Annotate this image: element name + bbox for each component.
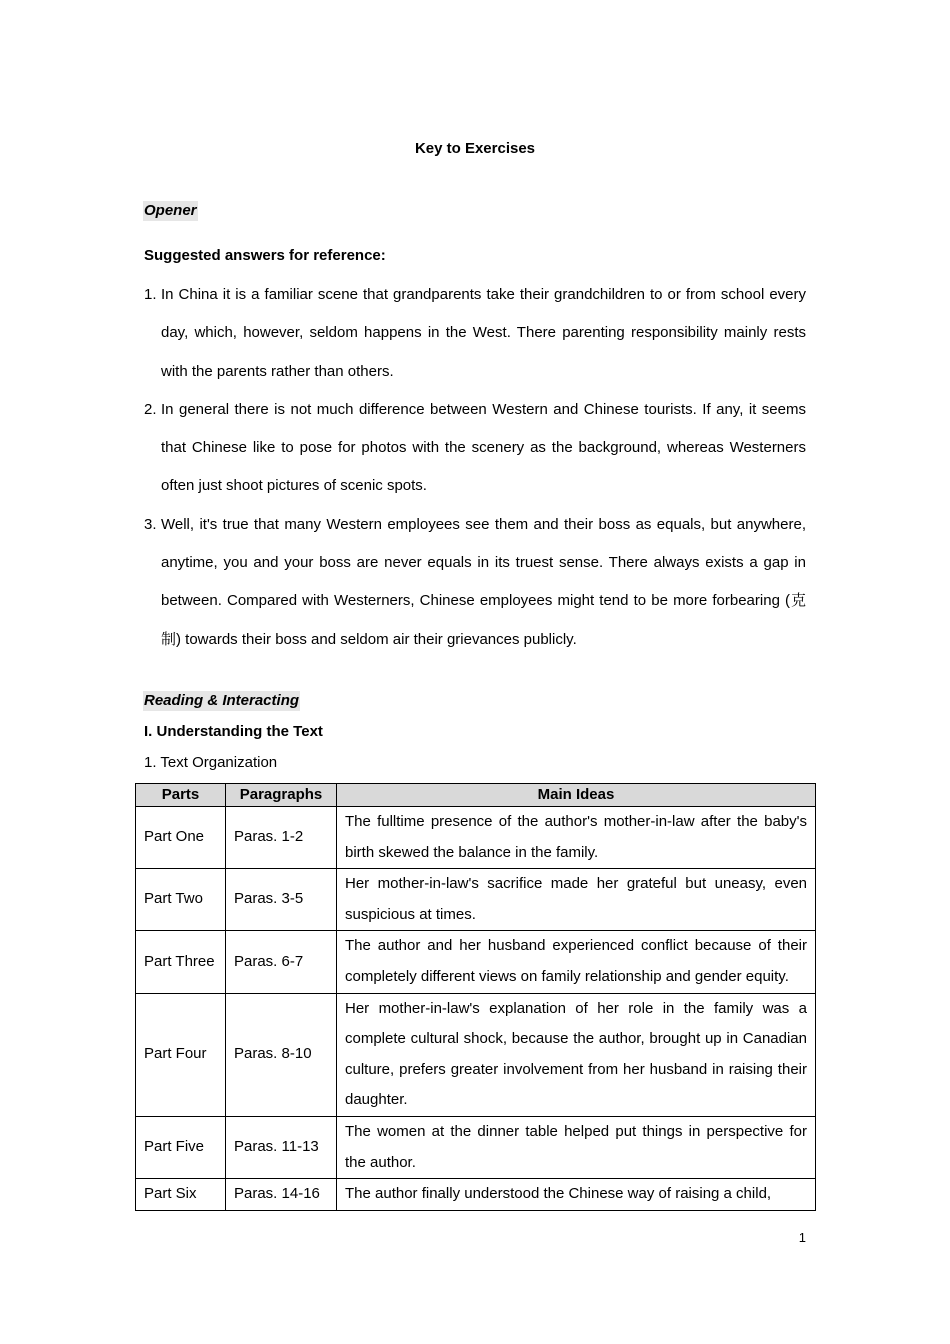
answer-text: Well, it's true that many Western employees see them and their boss as equals, but anywhere, anytime, you and your boss are never equals in its truest sense. There always exists a gap in between. Compared with Westerners, Chinese employees might tend to be more forbearing (克制) towards their boss and seldom air their grievances publicly. [161,515,806,648]
header-parts: Parts [136,784,226,807]
suggested-answers-heading: Suggested answers for reference: [144,247,386,264]
cell-paragraphs: Paras. 1-2 [226,807,337,869]
answer-text: In general there is not much difference between Western and Chinese tourists. If any, it seems that Chinese like to pose for photos with the scenery as the background, whereas Westerners often just shoot pictures of scenic spots. [161,400,806,495]
cell-main-idea: Her mother-in-law's sacrifice made her grateful but uneasy, even suspicious at times. [337,869,816,931]
cell-main-idea: The fulltime presence of the author's mother-in-law after the baby's birth skewed the balance in the family. [337,807,816,869]
table-row [136,869,816,931]
cell-main-idea: The women at the dinner table helped put things in perspective for the author. [337,1116,816,1178]
table-row [136,993,816,1116]
answer-item-3 [144,506,806,659]
text-organization-heading: 1. Text Organization [144,754,278,771]
cell-paragraphs: Paras. 8-10 [226,993,337,1116]
cell-part: Part Four [136,993,226,1116]
table-row [136,931,816,993]
cell-paragraphs: Paras. 3-5 [226,869,337,931]
answer-item-1 [144,276,806,391]
cell-main-idea: The author and her husband experienced conflict because of their completely different views on family relationship and gender equity. [337,931,816,993]
answer-text: In China it is a familiar scene that grandparents take their grandchildren to or from school every day, which, however, seldom happens in the West. There parenting responsibility mainly rests with the parents rather than others. [161,286,806,380]
opener-label: Opener [144,202,197,219]
answer-number: 3. [144,515,157,533]
cell-paragraphs: Paras. 14-16 [226,1179,337,1211]
table-row [136,807,816,869]
page-title: Key to Exercises [414,140,536,157]
table-row [136,1116,816,1178]
table-row [136,1179,816,1211]
header-main-ideas: Main Ideas [337,784,816,807]
cell-part: Part Six [136,1179,226,1211]
cell-part: Part Five [136,1116,226,1178]
table-header-row [136,784,816,807]
answer-list [144,276,806,659]
cell-main-idea: The author finally understood the Chinese way of raising a child, [337,1179,816,1211]
header-paragraphs: Paragraphs [226,784,337,807]
cell-main-idea: Her mother-in-law's explanation of her role in the family was a complete cultural shock, because the author, brought up in Canadian culture, prefers greater involvement from her husband in raising their daughter. [337,993,816,1116]
reading-interacting-label: Reading & Interacting [144,692,300,709]
cell-part: Part One [136,807,226,869]
cell-paragraphs: Paras. 11-13 [226,1116,337,1178]
page-number: 1 [798,1230,806,1245]
cell-part: Part Three [136,931,226,993]
answer-item-2 [144,391,806,506]
answer-number: 1. [144,286,157,303]
understanding-text-heading: I. Understanding the Text [144,723,323,740]
cell-part: Part Two [136,869,226,931]
text-organization-table [135,783,816,1211]
cell-paragraphs: Paras. 6-7 [226,931,337,993]
answer-number: 2. [144,400,157,418]
